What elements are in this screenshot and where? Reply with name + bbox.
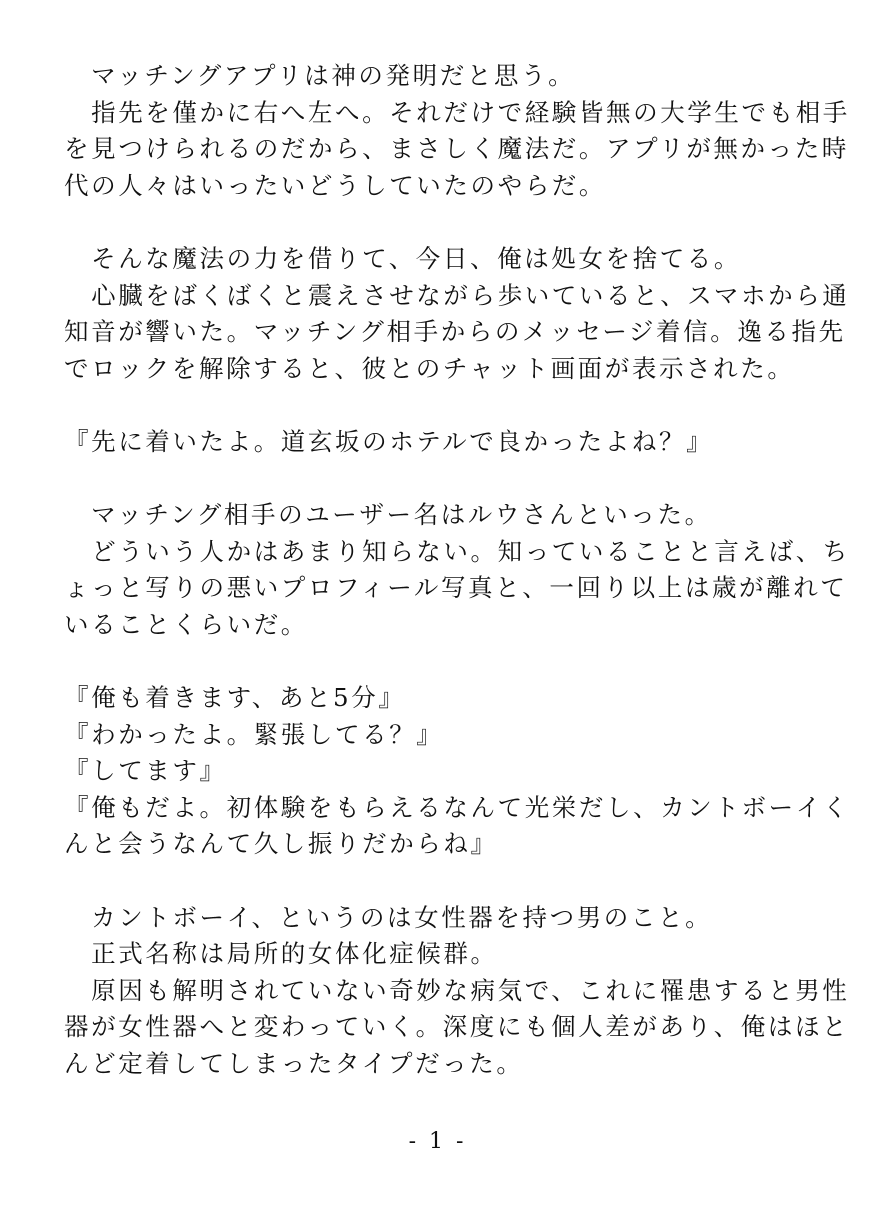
text-line: 『先に着いたよ。道玄坂のホテルで良かったよね？』 bbox=[64, 426, 714, 456]
text-line: 『してます』 bbox=[64, 756, 227, 786]
text-line: カントボーイ、というのは女性器を持つ男のこと。 bbox=[64, 902, 713, 932]
text-line: 『俺も着きます、あと5分』 bbox=[64, 683, 406, 713]
text-line: マッチング相手のユーザー名はルウさんといった。 bbox=[64, 500, 712, 530]
text-line: いることくらいだ。 bbox=[64, 609, 308, 639]
blank-line bbox=[64, 204, 824, 241]
text-line: 正式名称は局所的女体化症候群。 bbox=[64, 939, 498, 969]
text-line: んと会うなんて久し振りだからね』 bbox=[64, 829, 498, 859]
body-text bbox=[64, 58, 850, 1083]
text-line: 代の人々はいったいどうしていたのやらだ。 bbox=[64, 170, 606, 200]
text-line: 原因も解明されていない奇妙な病気で、これに罹患すると男性 bbox=[64, 975, 850, 1005]
text-line: を見つけられるのだから、まさしく魔法だ。アプリが無かった時 bbox=[64, 134, 849, 164]
text-line: そんな魔法の力を借りて、今日、俺は処女を捨てる。 bbox=[64, 243, 742, 273]
page-number: - 1 - bbox=[408, 1129, 467, 1154]
text-line: んど定着してしまったタイプだった。 bbox=[64, 1049, 524, 1079]
blank-line bbox=[64, 644, 824, 681]
text-line: 器が女性器へと変わっていく。深度にも個人差があり、俺はほと bbox=[64, 1012, 850, 1042]
text-line: 指先を僅かに右へ左へ。それだけで経験皆無の大学生でも相手 bbox=[64, 97, 850, 127]
text-line: 知音が響いた。マッチング相手からのメッセージ着信。逸る指先 bbox=[64, 317, 846, 347]
text-line: でロックを解除すると、彼とのチャット画面が表示された。 bbox=[64, 353, 795, 383]
text-line: 心臓をばくばくと震えさせながら歩いていると、スマホから通 bbox=[64, 280, 850, 310]
text-line: どういう人かはあまり知らない。知っていることと言えば、ち bbox=[64, 536, 850, 566]
blank-line bbox=[64, 387, 824, 424]
blank-line bbox=[64, 461, 824, 498]
text-line: ょっと写りの悪いプロフィール写真と、一回り以上は歳が離れて bbox=[64, 573, 848, 603]
text-line: マッチングアプリは神の発明だと思う。 bbox=[64, 61, 576, 90]
blank-line bbox=[64, 863, 824, 900]
text-line: 『わかったよ。緊張してる？』 bbox=[64, 719, 444, 749]
text-line: 『俺もだよ。初体験をもらえるなんて光栄だし、カントボーイく bbox=[64, 792, 850, 822]
